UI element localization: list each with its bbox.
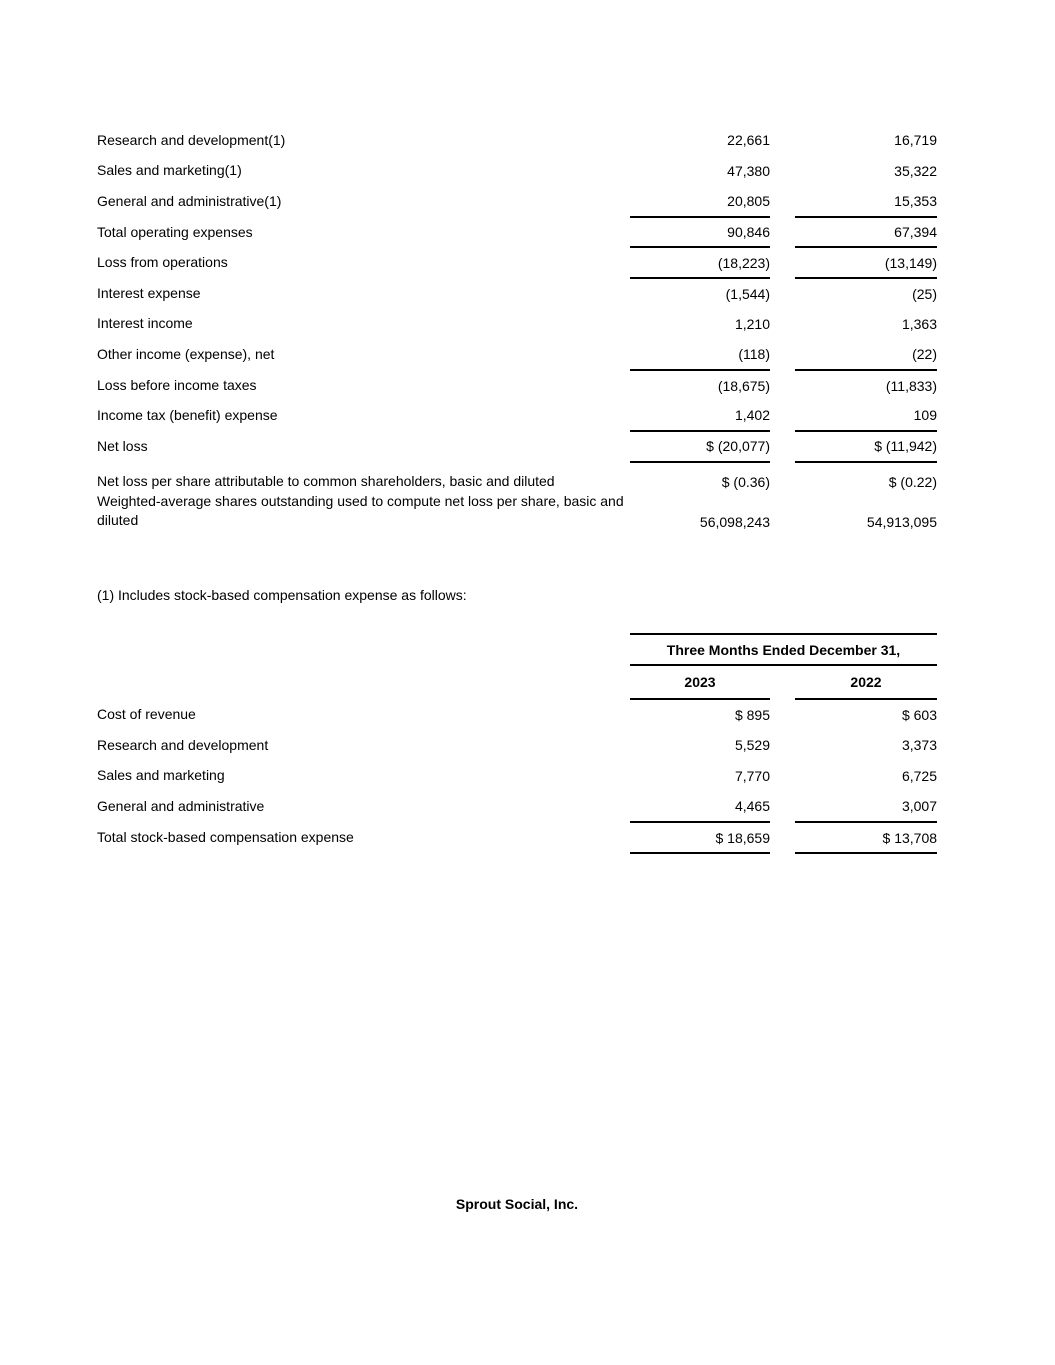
table-row <box>97 156 937 187</box>
value-2022: (25) <box>912 285 937 302</box>
table-row <box>97 462 937 493</box>
income-statement-rows <box>97 125 937 534</box>
value-2022: 3,373 <box>901 737 938 754</box>
row-label: Sales and marketing <box>97 767 225 784</box>
table-row <box>97 761 937 792</box>
year-header-row <box>97 665 937 699</box>
stock-compensation-table <box>97 633 937 854</box>
value-2023: 20,805 <box>630 186 770 217</box>
column-header-2023: 2023 <box>630 665 770 699</box>
header-spacer <box>97 665 630 699</box>
table-row <box>97 431 937 462</box>
row-label: Other income (expense), net <box>97 345 275 362</box>
column-gap <box>770 339 795 370</box>
table-row <box>97 217 937 248</box>
header-spacer <box>97 634 630 665</box>
value-2023: 56,098,243 <box>699 514 770 531</box>
column-gap <box>770 431 795 462</box>
table-row <box>97 791 937 822</box>
value-2023: $ (20,077) <box>630 431 770 462</box>
value-2022: 15,353 <box>795 186 937 217</box>
value-2023: 22,661 <box>727 132 770 149</box>
column-gap <box>770 699 795 730</box>
value-2022: 3,007 <box>795 791 937 822</box>
table-row <box>97 247 937 278</box>
value-2022: 6,725 <box>901 767 938 784</box>
row-label: Interest expense <box>97 284 201 301</box>
row-label: Weighted-average shares outstanding used to compute net loss per share, basic and diluted <box>97 493 624 529</box>
value-2022: (13,149) <box>795 247 937 278</box>
value-2022: $ 603 <box>901 706 938 723</box>
period-header: Three Months Ended December 31, <box>630 634 937 665</box>
value-2023: 1,210 <box>734 315 770 332</box>
row-label: Research and development(1) <box>97 131 286 148</box>
value-2023: (18,223) <box>630 247 770 278</box>
row-label: General and administrative(1) <box>97 192 282 209</box>
footnote-text: (1) Includes stock-based compensation expense as follows: <box>97 587 467 603</box>
value-2023: 1,402 <box>630 400 770 431</box>
column-gap <box>770 730 795 761</box>
row-label: Cost of revenue <box>97 705 196 722</box>
row-label: Research and development <box>97 736 269 753</box>
value-2023: 4,465 <box>630 791 770 822</box>
table-row <box>97 400 937 431</box>
column-header-2022: 2022 <box>795 665 937 699</box>
row-label: Interest income <box>97 315 193 332</box>
column-gap <box>770 125 795 156</box>
column-gap <box>770 761 795 792</box>
value-2022: $ 13,708 <box>795 822 937 853</box>
column-gap <box>770 186 795 217</box>
value-2023: $ 18,659 <box>630 822 770 853</box>
value-2022: (11,833) <box>885 377 937 394</box>
column-gap <box>770 400 795 431</box>
value-2023: $ (0.36) <box>721 473 770 490</box>
value-2023: $ 895 <box>734 706 770 723</box>
table-row <box>97 699 937 730</box>
value-2023: 5,529 <box>734 737 770 754</box>
stock-compensation-rows <box>97 699 937 853</box>
value-2023: (18,675) <box>717 377 770 394</box>
row-label: Loss before income taxes <box>97 376 257 393</box>
value-2022: $ (11,942) <box>795 431 937 462</box>
value-2023: (1,544) <box>725 285 770 302</box>
column-gap <box>770 370 795 401</box>
row-label: Total operating expenses <box>97 223 253 240</box>
value-2022: 54,913,095 <box>866 514 937 531</box>
column-gap <box>770 822 795 853</box>
table-row <box>97 186 937 217</box>
income-statement-table <box>97 125 937 534</box>
column-gap <box>770 492 795 534</box>
value-2022: (22) <box>795 339 937 370</box>
value-2022: 35,322 <box>894 162 937 179</box>
value-2022: 16,719 <box>894 132 937 149</box>
stock-compensation-header <box>97 634 937 699</box>
value-2023: 7,770 <box>734 767 770 784</box>
table-row <box>97 339 937 370</box>
value-2022: 67,394 <box>795 217 937 248</box>
column-gap <box>770 278 795 309</box>
period-header-row <box>97 634 937 665</box>
column-gap <box>770 247 795 278</box>
row-label: General and administrative <box>97 798 265 815</box>
column-gap <box>770 462 795 493</box>
table-row <box>97 309 937 340</box>
value-2022: 1,363 <box>901 315 937 332</box>
row-label: Income tax (benefit) expense <box>97 407 278 424</box>
value-2023: (118) <box>630 339 770 370</box>
table-row <box>97 730 937 761</box>
value-2022: $ (0.22) <box>888 473 937 490</box>
column-gap <box>770 665 795 699</box>
row-label: Loss from operations <box>97 254 228 271</box>
row-label: Net loss per share attributable to common shareholders, basic and diluted <box>97 472 555 489</box>
row-label: Sales and marketing(1) <box>97 162 242 179</box>
table-row <box>97 278 937 309</box>
table-row <box>97 370 937 401</box>
company-name-footer: Sprout Social, Inc. <box>455 1196 579 1212</box>
column-gap <box>770 309 795 340</box>
table-row <box>97 822 937 853</box>
value-2022: 109 <box>795 400 937 431</box>
column-gap <box>770 791 795 822</box>
value-2023: 90,846 <box>630 217 770 248</box>
row-label: Net loss <box>97 437 148 454</box>
table-row <box>97 125 937 156</box>
value-2023: 47,380 <box>727 162 770 179</box>
column-gap <box>770 217 795 248</box>
row-label: Total stock-based compensation expense <box>97 829 354 846</box>
column-gap <box>770 156 795 187</box>
table-row <box>97 492 937 534</box>
